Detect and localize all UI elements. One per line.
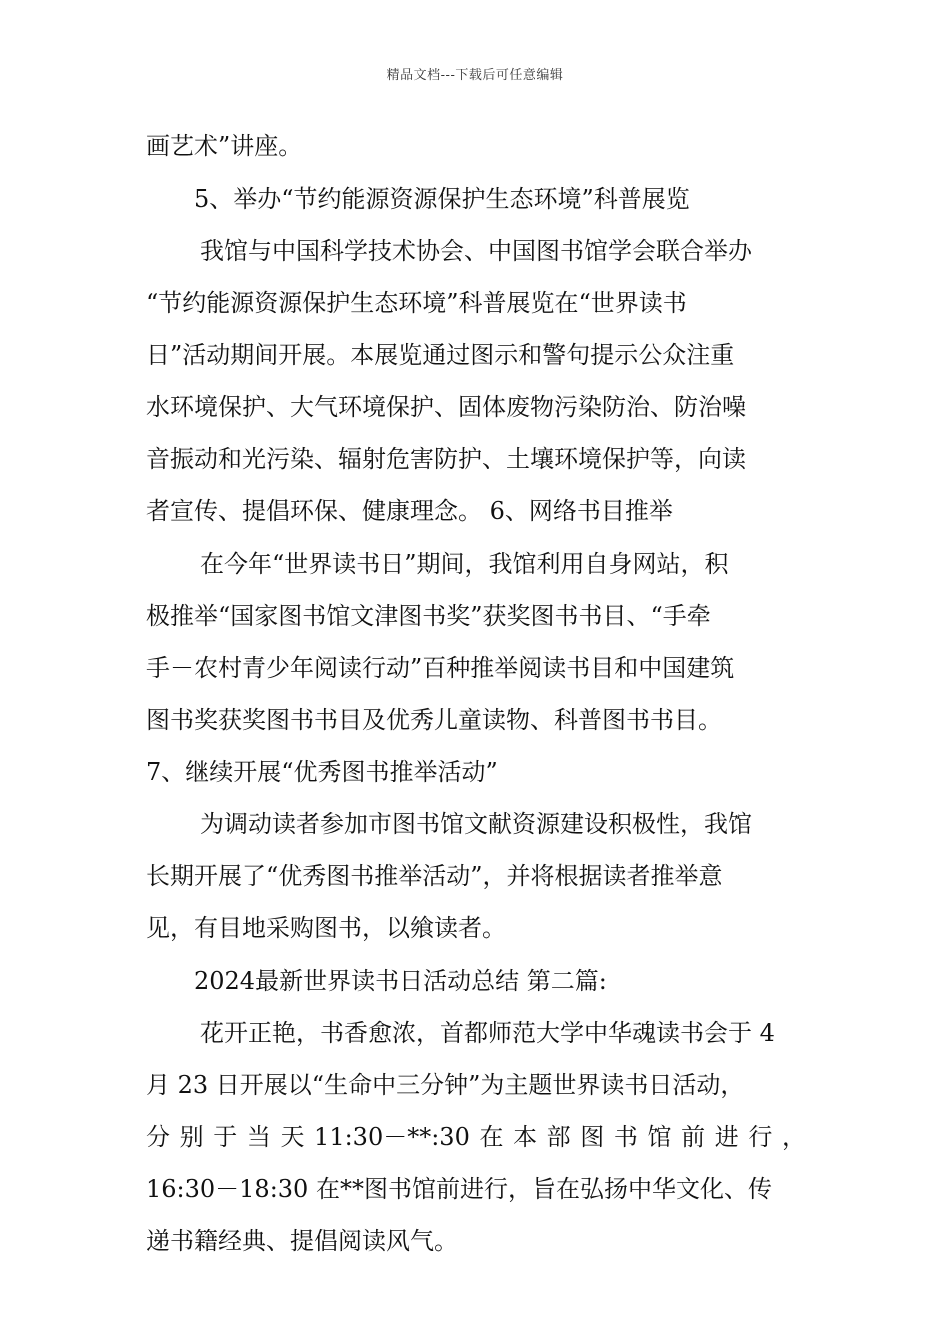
text-line: 日”活动期间开展。本展览通过图示和警句提示公众注重 (146, 341, 735, 369)
justified-token: 本 (513, 1123, 538, 1151)
text-line-justified (146, 1121, 806, 1153)
text-line: “节约能源资源保护生态环境”科普展览在“世界读书 (146, 289, 687, 317)
text-line: 图书奖获奖图书书目及优秀儿童读物、科普图书书目。 (146, 706, 722, 734)
justified-token: 行 (748, 1123, 773, 1151)
justified-token: 天 (280, 1123, 305, 1151)
justified-token: 在 (479, 1123, 504, 1151)
justified-token: 分 (146, 1123, 170, 1151)
section-heading-part-2: 2024最新世界读书日活动总结 第二篇: (194, 967, 607, 995)
justified-token: ， (781, 1123, 806, 1151)
justified-token: 部 (546, 1123, 571, 1151)
justified-token: 图 (580, 1123, 605, 1151)
text-line: 递书籍经典、提倡阅读风气。 (146, 1227, 458, 1255)
text-line: 手－农村青少年阅读行动”百种推举阅读书目和中国建筑 (146, 654, 735, 682)
section-heading-7: 7、继续开展“优秀图书推举活动” (146, 758, 498, 786)
text-line: 极推举“国家图书馆文津图书奖”获奖图书书目、“手牵 (146, 602, 711, 630)
justified-token: 馆 (647, 1123, 672, 1151)
justified-token: 11:30－**:30 (314, 1123, 470, 1151)
justified-token: 进 (714, 1123, 739, 1151)
page-header-note: 精品文档---下载后可任意编辑 (386, 68, 564, 83)
text-line: 长期开展了“优秀图书推举活动”，并将根据读者推举意 (146, 862, 723, 890)
justified-token: 于 (213, 1123, 238, 1151)
text-line: 在今年“世界读书日”期间，我馆利用自身网站，积 (200, 550, 729, 578)
text-line: 见，有目地采购图书，以飨读者。 (146, 914, 506, 942)
text-line: 画艺术”讲座。 (146, 132, 303, 160)
justified-token: 书 (613, 1123, 638, 1151)
text-line: 者宣传、提倡环保、健康理念。 6、网络书目推举 (146, 497, 673, 525)
text-line: 月 23 日开展以“生命中三分钟”为主题世界读书日活动， (146, 1071, 745, 1099)
justified-token: 别 (179, 1123, 204, 1151)
section-heading-5: 5、举办“节约能源资源保护生态环境”科普展览 (194, 185, 690, 213)
text-line: 花开正艳，书香愈浓，首都师范大学中华魂读书会于 4 (200, 1019, 775, 1047)
text-line: 我馆与中国科学技术协会、中国图书馆学会联合举办 (200, 237, 752, 265)
text-line: 音振动和光污染、辐射危害防护、土壤环境保护等，向读 (146, 445, 746, 473)
text-line: 为调动读者参加市图书馆文献资源建设积极性，我馆 (200, 810, 752, 838)
justified-token: 前 (681, 1123, 706, 1151)
text-line: 16:30－18:30 在**图书馆前进行，旨在弘扬中华文化、传 (146, 1175, 772, 1203)
justified-token: 当 (246, 1123, 271, 1151)
text-line: 水环境保护、大气环境保护、固体废物污染防治、防治噪 (146, 393, 746, 421)
